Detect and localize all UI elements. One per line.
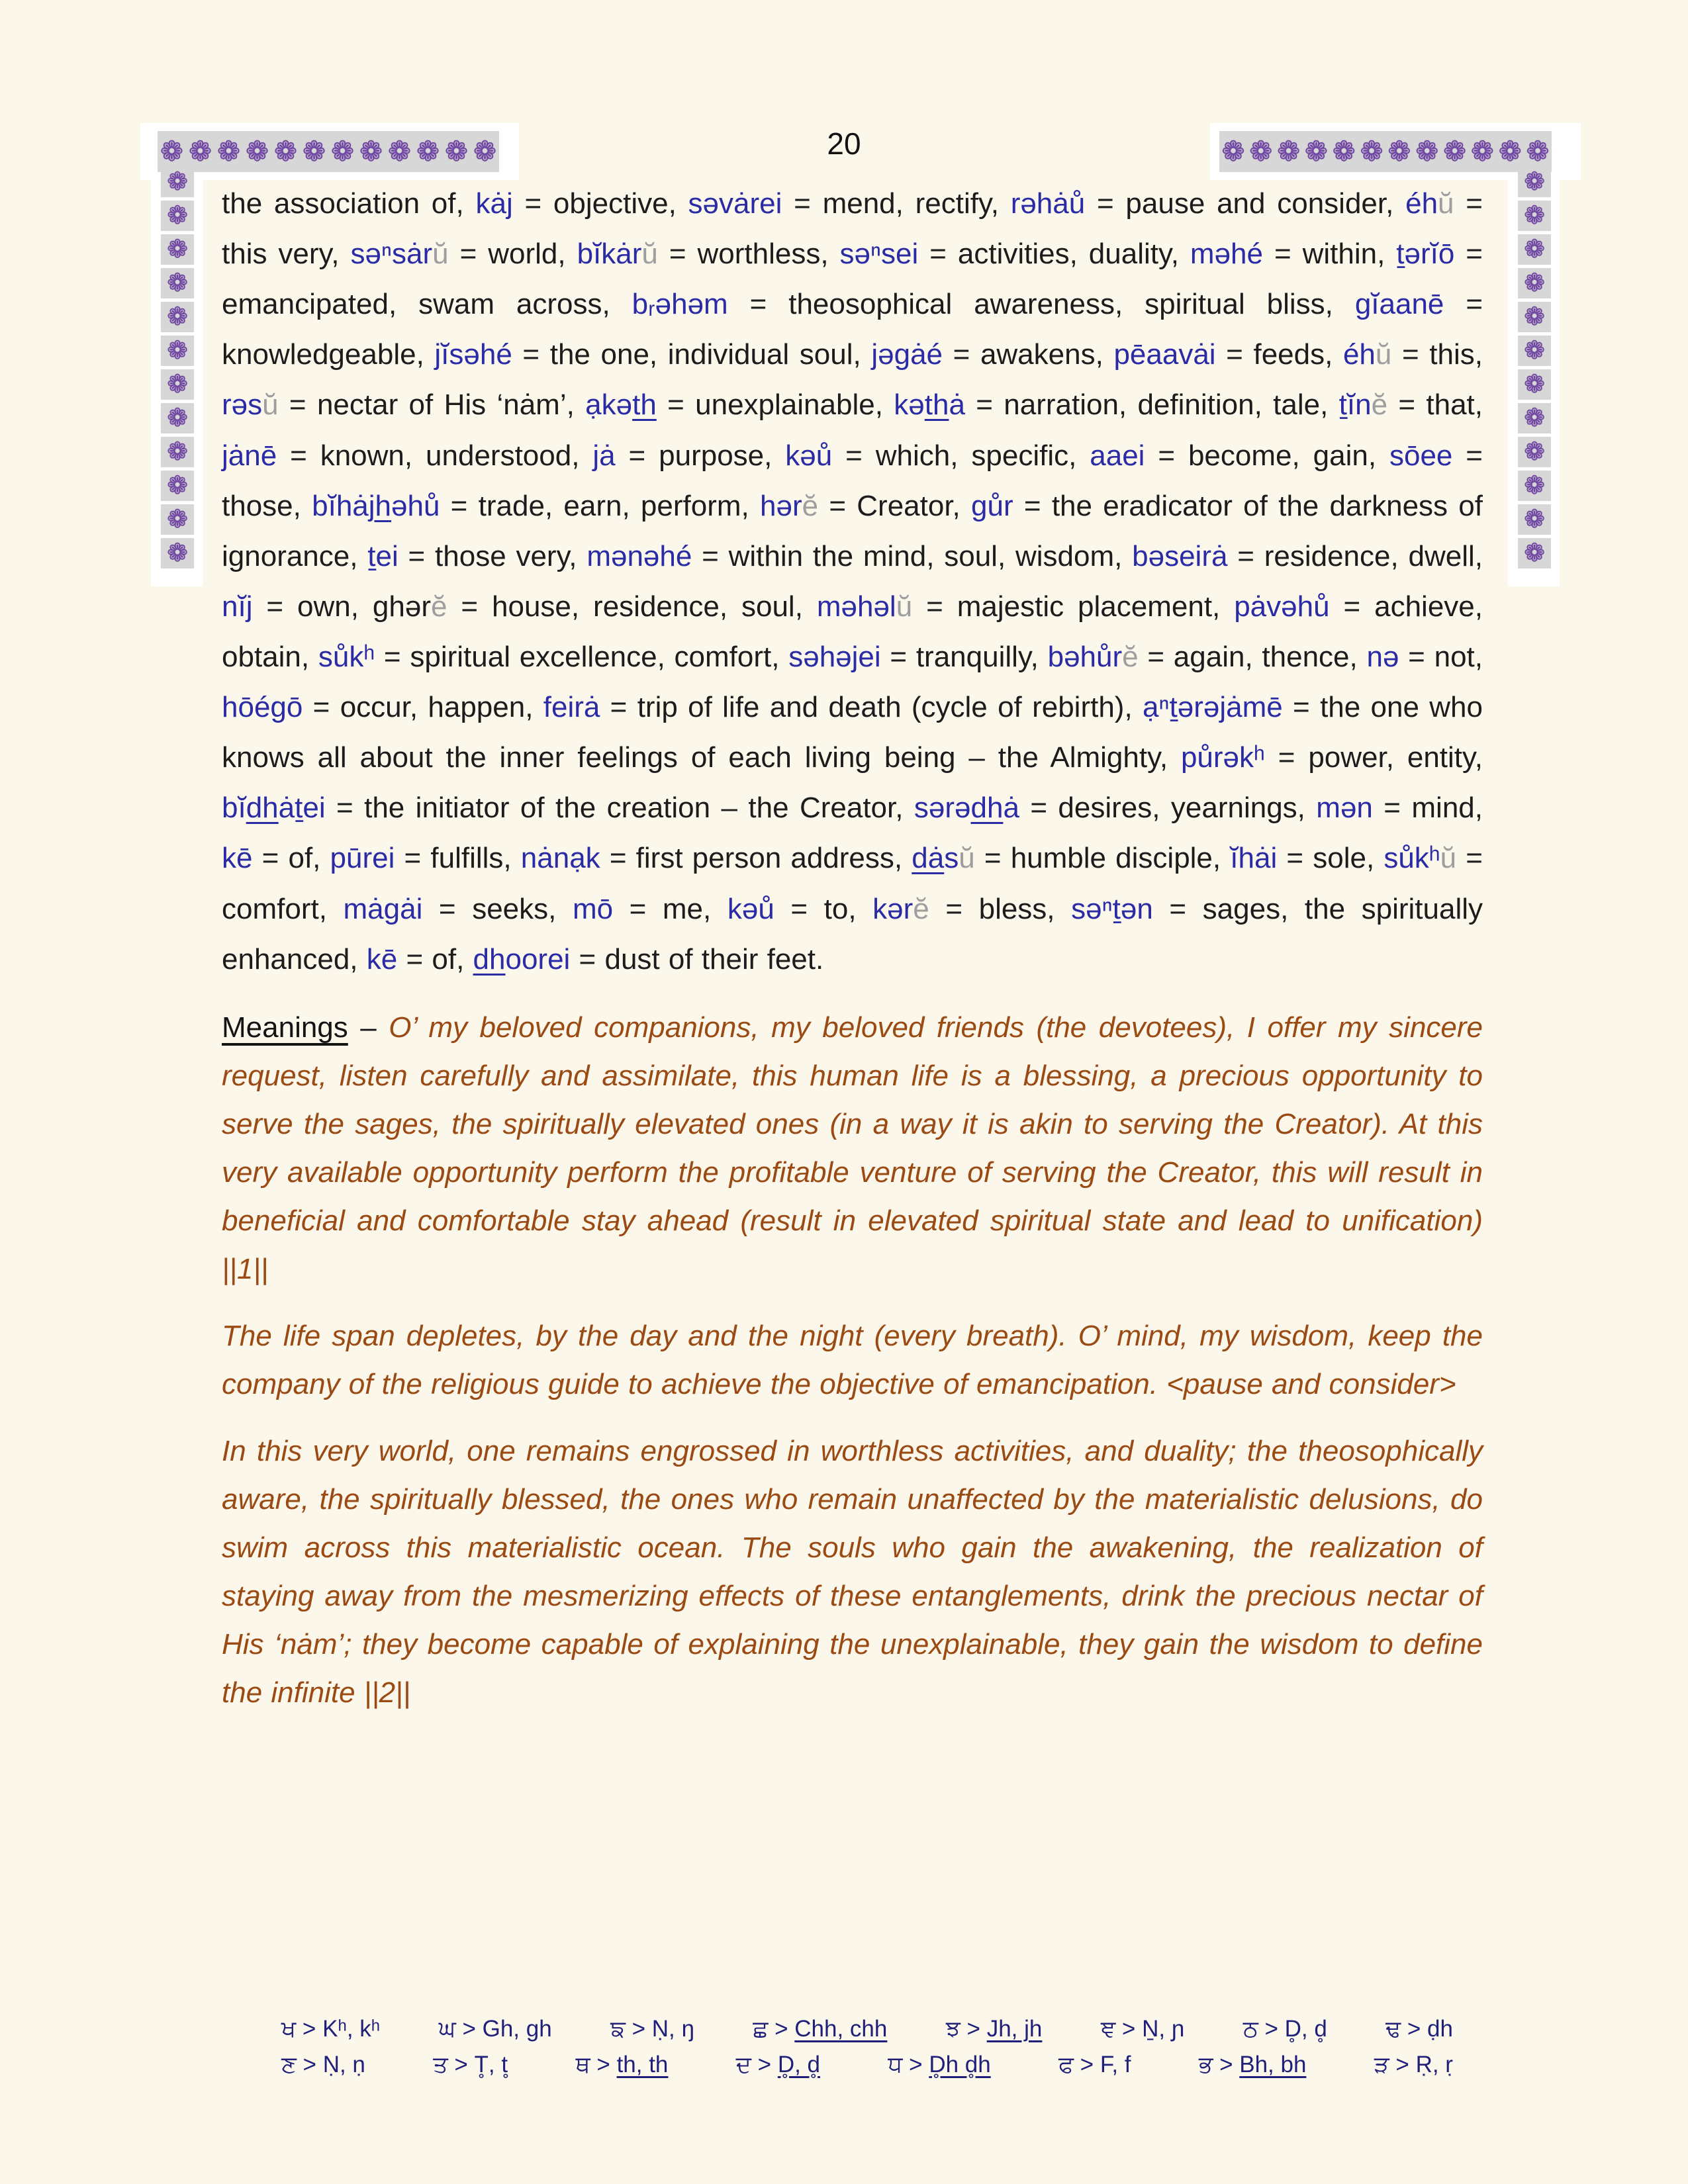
glossary-meaning-text: = fulfills, <box>395 842 521 875</box>
gurmukhi-letter: ਙ <box>610 2016 626 2042</box>
glossary-term: ŭ <box>896 590 913 623</box>
flower-cell <box>1518 369 1551 400</box>
flower-icon: ❁ <box>1498 136 1522 167</box>
glossary-term: feirȧ <box>543 691 600 724</box>
glossary-meaning-text: = tranquilly, <box>880 640 1048 673</box>
glossary-term: ạⁿṯərəjȧmē <box>1143 691 1283 724</box>
guide-item <box>753 2016 887 2042</box>
glossary-meaning-text: = of, <box>397 942 473 976</box>
glossary-meaning-text: = become, gain, <box>1145 439 1389 472</box>
flower-icon: ❁ <box>1524 438 1545 466</box>
glossary-term: məhəl <box>816 590 896 623</box>
latin-transliteration: Gh, gh <box>482 2016 552 2042</box>
glossary-meaning-text: = theosophical awareness, spiritual bliss, <box>727 288 1355 321</box>
guide-arrow: > <box>455 2016 483 2042</box>
glossary-meaning-text: = residence, dwell, <box>1227 539 1483 572</box>
meaning-text-3: In this very world, one remains engrossed in worthless activities, and duality; the theosophically aware, the spiritually blessed, the ones who remain unaffected by the materialistic delusions, do swim across this materialistic ocean. The souls who gain the awakening, the realization of staying away from the mesmerizing effects of these entanglements, drink the precious nectar of His ‘nȧm’; they become capable of explaining the unexplainable, they gain the wisdom to define the infinite ||2|| <box>222 1435 1483 1709</box>
glossary-meaning-text: ghər <box>372 590 431 623</box>
glossary-term: ŭ <box>1375 338 1392 371</box>
meanings-heading: Meanings <box>222 1011 348 1044</box>
meanings-paragraph-3 <box>222 1427 1483 1717</box>
guide-item <box>736 2052 820 2078</box>
flower-cell <box>1518 167 1551 197</box>
page-content <box>222 179 1483 1717</box>
flower-cell <box>161 234 194 265</box>
glossary-term: kəů <box>727 892 774 925</box>
flower-icon: ❁ <box>167 371 188 398</box>
glossary-meaning-text: = those, <box>222 439 1483 522</box>
flower-cell <box>1518 403 1551 433</box>
glossary-term: ĕ <box>1122 640 1139 673</box>
glossary-meaning-text: = majestic placement, <box>912 590 1235 623</box>
flower-cell <box>1518 336 1551 366</box>
word-glossary-paragraph <box>222 179 1483 985</box>
glossary-meaning-text: = which, specific, <box>832 439 1090 472</box>
glossary-meaning-text: = awakens, <box>943 338 1114 371</box>
flower-cell <box>161 201 194 231</box>
glossary-term: jȧ <box>592 439 616 472</box>
glossary-term: kē <box>366 942 398 976</box>
glossary-meaning-text: = knowledgeable, <box>222 288 1483 371</box>
glossary-term: th <box>924 388 949 422</box>
glossary-meaning-text: = Creator, <box>818 489 972 522</box>
glossary-term: sůkʰ <box>1383 842 1440 875</box>
glossary-term: ĕ <box>802 489 819 522</box>
flower-icon: ❁ <box>167 472 188 500</box>
guide-row <box>281 2016 1453 2042</box>
glossary-term: ŭ <box>1440 842 1457 875</box>
latin-transliteration: Ṇ, ŋ <box>651 2016 694 2042</box>
glossary-term: kə <box>894 388 925 422</box>
flower-icon: ❁ <box>167 506 188 533</box>
pronunciation-guide <box>281 2016 1453 2078</box>
glossary-term: kəů <box>785 439 833 472</box>
latin-transliteration: Jh, jh <box>986 2016 1043 2042</box>
guide-arrow: > <box>296 2052 323 2077</box>
flower-icon: ❁ <box>416 136 440 167</box>
flower-icon: ❁ <box>167 202 188 230</box>
glossary-term: hōégō <box>222 691 303 724</box>
flower-cell <box>161 437 194 467</box>
guide-arrow: > <box>1115 2016 1143 2042</box>
flower-icon: ❁ <box>1415 136 1439 167</box>
meanings-separator: – <box>348 1011 389 1044</box>
glossary-term: ŭ <box>959 842 975 875</box>
glossary-term: səⁿsei <box>839 238 919 271</box>
flower-icon: ❁ <box>160 136 184 167</box>
flower-icon: ❁ <box>1332 136 1356 167</box>
flower-icon: ❁ <box>167 303 188 331</box>
glossary-meaning-text: = objective, <box>512 187 688 220</box>
glossary-term: gĭaanē <box>1354 288 1444 321</box>
glossary-term: aaei <box>1090 439 1145 472</box>
guide-arrow: > <box>296 2016 323 2042</box>
latin-transliteration: D̥, d̥ <box>1284 2016 1327 2042</box>
flower-icon: ❁ <box>1524 539 1545 567</box>
guide-item <box>575 2052 668 2078</box>
gurmukhi-letter: ਧ <box>888 2052 903 2077</box>
flower-cell <box>1518 268 1551 298</box>
glossary-term: jĭsəhé <box>434 338 512 371</box>
floral-border-right-column <box>1517 167 1552 569</box>
glossary-meaning-text: = occur, happen, <box>303 691 543 724</box>
glossary-meaning-text: = emancipated, swam across, <box>222 238 1483 321</box>
guide-arrow: > <box>751 2052 778 2077</box>
flower-cell <box>161 538 194 569</box>
glossary-term: bĭkȧr <box>577 238 642 271</box>
gurmukhi-letter: ਖ <box>281 2016 297 2042</box>
guide-arrow: > <box>590 2052 617 2077</box>
glossary-meaning-text: = of, <box>252 842 330 875</box>
flower-icon: ❁ <box>1524 506 1545 533</box>
latin-transliteration: D̥h d̥h <box>929 2052 991 2077</box>
gurmukhi-letter: ਛ <box>753 2016 769 2042</box>
flower-icon: ❁ <box>330 136 355 167</box>
glossary-meaning-text: = the eradicator of the darkness of ignorance, <box>222 489 1483 572</box>
glossary-meaning-text: = achieve, obtain, <box>222 590 1483 673</box>
glossary-meaning-text: = desires, yearnings, <box>1019 792 1317 825</box>
flower-icon: ❁ <box>188 136 212 167</box>
glossary-term: éh <box>1405 187 1438 220</box>
glossary-term: kər <box>872 892 914 925</box>
glossary-meaning-text: = worthless, <box>657 238 840 271</box>
glossary-term: səⁿṯən <box>1071 892 1153 925</box>
flower-icon: ❁ <box>1524 371 1545 398</box>
flower-icon: ❁ <box>167 236 188 263</box>
guide-item <box>281 2052 365 2078</box>
glossary-term: ŭ <box>1438 187 1454 220</box>
glossary-term: ŭ <box>641 238 658 271</box>
flower-cell <box>161 336 194 366</box>
flower-icon: ❁ <box>1524 472 1545 500</box>
flower-icon: ❁ <box>273 136 298 167</box>
glossary-term: ṯĭn <box>1338 388 1372 422</box>
flower-icon: ❁ <box>1276 136 1301 167</box>
gurmukhi-letter: ਭ <box>1198 2052 1213 2077</box>
glossary-meaning-text: = mind, <box>1372 792 1483 825</box>
glossary-meaning-text: = activities, duality, <box>918 238 1190 271</box>
glossary-meaning-text: = me, <box>613 892 727 925</box>
glossary-term: dȧ <box>912 842 945 875</box>
glossary-meaning-text: = unexplainable, <box>656 388 894 422</box>
flower-icon: ❁ <box>1442 136 1467 167</box>
guide-arrow: > <box>1401 2016 1428 2042</box>
glossary-term: ĭhȧi <box>1230 842 1278 875</box>
guide-item <box>281 2016 380 2042</box>
glossary-term: dh <box>473 942 506 976</box>
flower-icon: ❁ <box>387 136 412 167</box>
glossary-term: mō <box>572 892 614 925</box>
flower-icon: ❁ <box>1387 136 1411 167</box>
guide-arrow: > <box>1258 2016 1285 2042</box>
glossary-meaning-text: = sages, the spiritually enhanced, <box>222 892 1483 976</box>
guide-item <box>1243 2016 1327 2042</box>
flower-cell <box>161 302 194 332</box>
glossary-meaning-text: = nectar of His ‘nȧm’, <box>278 388 586 422</box>
latin-transliteration: Ṉ, ɲ <box>1142 2016 1185 2042</box>
gurmukhi-letter: ਠ <box>1243 2016 1258 2042</box>
page-number: 20 <box>827 126 861 161</box>
guide-row <box>281 2052 1453 2078</box>
gurmukhi-letter: ਘ <box>438 2016 456 2042</box>
glossary-term: məhé <box>1190 238 1263 271</box>
flower-icon: ❁ <box>473 136 497 167</box>
flower-icon: ❁ <box>167 337 188 365</box>
glossary-meaning-text: = first person address, <box>600 842 912 875</box>
glossary-meaning-text: = this very, <box>222 187 1483 271</box>
latin-transliteration: F, f <box>1100 2052 1131 2077</box>
glossary-term: půrəkʰ <box>1180 741 1265 774</box>
gurmukhi-letter: ਢ <box>1385 2016 1401 2042</box>
flower-cell <box>161 403 194 433</box>
glossary-meaning-text: = the one, individual soul, <box>512 338 872 371</box>
glossary-meaning-text: = pause and consider, <box>1085 187 1406 220</box>
glossary-meaning-text: = house, residence, soul, <box>447 590 817 623</box>
glossary-term: pēaavȧi <box>1113 338 1216 371</box>
glossary-term: oorei <box>505 942 571 976</box>
flower-cell <box>1518 201 1551 231</box>
guide-arrow: > <box>902 2052 929 2077</box>
glossary-term: bəseirȧ <box>1132 539 1228 572</box>
flower-icon: ❁ <box>359 136 383 167</box>
glossary-term: pūrei <box>330 842 395 875</box>
glossary-meaning-text: = that, <box>1387 388 1483 422</box>
glossary-term: ȧ <box>949 388 965 422</box>
glossary-term: s <box>944 842 959 875</box>
guide-item <box>1199 2052 1307 2078</box>
gurmukhi-letter: ਞ <box>1100 2016 1116 2042</box>
glossary-term: səⁿsȧr <box>350 238 433 271</box>
glossary-meaning-text: = own, <box>252 590 373 623</box>
latin-transliteration: th, th <box>616 2052 669 2077</box>
flower-icon: ❁ <box>302 136 326 167</box>
flower-icon: ❁ <box>167 269 188 297</box>
flower-cell <box>1518 471 1551 501</box>
glossary-meaning-text: = this, <box>1391 338 1483 371</box>
glossary-term: bĭhȧ <box>312 489 369 522</box>
glossary-meaning-text: the association of, <box>222 187 476 220</box>
meaning-text-2: The life span depletes, by the day and the night (every breath). O’ mind, my wisdom, keep the company of the religious guide to achieve the objective of emancipation. <pause and consider> <box>222 1319 1483 1400</box>
glossary-term: əhů <box>391 489 440 522</box>
glossary-term: sərə <box>914 792 971 825</box>
flower-cell <box>1518 234 1551 265</box>
glossary-term: ĕ <box>1371 388 1388 422</box>
glossary-meaning-text: = trade, earn, perform, <box>440 489 760 522</box>
glossary-term: dh <box>970 792 1004 825</box>
glossary-term: hər <box>760 489 802 522</box>
glossary-term: kē <box>222 842 253 875</box>
guide-arrow: > <box>1073 2052 1100 2077</box>
glossary-term: ŭ <box>432 238 449 271</box>
latin-transliteration: Kʰ, kʰ <box>322 2016 381 2042</box>
flower-cell <box>161 504 194 535</box>
glossary-meaning-text: = the initiator of the creation – the Creator, <box>325 792 914 825</box>
flower-icon: ❁ <box>1524 303 1545 331</box>
glossary-term: ạkə <box>585 388 633 422</box>
glossary-term: pȧvəhů <box>1234 590 1330 623</box>
flower-icon: ❁ <box>216 136 241 167</box>
glossary-meaning-text: = those very, <box>398 539 587 572</box>
guide-item <box>1101 2016 1184 2042</box>
glossary-meaning-text: = spiritual excellence, comfort, <box>375 640 789 673</box>
flower-cell <box>161 167 194 197</box>
glossary-term: jh <box>368 489 392 522</box>
guide-item <box>1058 2052 1131 2078</box>
gurmukhi-letter: ਤ <box>433 2052 448 2077</box>
floral-border-left-column <box>160 167 195 569</box>
glossary-meaning-text: = sole, <box>1277 842 1384 875</box>
flower-cell <box>161 369 194 400</box>
glossary-term: mȧgȧi <box>343 892 423 925</box>
glossary-meaning-text: = humble disciple, <box>974 842 1231 875</box>
glossary-term: mənəhé <box>586 539 692 572</box>
glossary-meaning-text: = known, understood, <box>277 439 593 472</box>
guide-item <box>439 2016 552 2042</box>
flower-icon: ❁ <box>1304 136 1328 167</box>
flower-icon: ❁ <box>1470 136 1494 167</box>
glossary-term: səvȧrei <box>688 187 782 220</box>
latin-transliteration: D̥, d̥ <box>777 2052 821 2077</box>
flower-icon: ❁ <box>1249 136 1273 167</box>
flower-cell <box>1518 504 1551 535</box>
glossary-term: mən <box>1316 792 1373 825</box>
glossary-meaning-text: = world, <box>448 238 577 271</box>
glossary-meaning-text: = purpose, <box>615 439 786 472</box>
guide-item <box>1374 2052 1453 2078</box>
flower-icon: ❁ <box>1524 404 1545 432</box>
guide-item <box>946 2016 1043 2042</box>
flower-cell <box>1518 437 1551 467</box>
glossary-term: ṯei <box>367 539 399 572</box>
glossary-meaning-text: = mend, rectify, <box>782 187 1011 220</box>
flower-cell <box>161 268 194 298</box>
guide-arrow: > <box>768 2016 795 2042</box>
glossary-term: nȧnạk <box>520 842 600 875</box>
glossary-term: éh <box>1342 338 1376 371</box>
glossary-term: bĭ <box>222 792 246 825</box>
glossary-term: ȧṯei <box>278 792 326 825</box>
glossary-term: bəhůr <box>1047 640 1123 673</box>
gurmukhi-letter: ਝ <box>945 2016 961 2042</box>
guide-item <box>888 2052 990 2078</box>
guide-item <box>433 2052 508 2078</box>
gurmukhi-letter: ਣ <box>281 2052 297 2077</box>
flower-icon: ❁ <box>167 539 188 567</box>
flower-cell <box>1518 538 1551 569</box>
glossary-meaning-text: = to, <box>774 892 873 925</box>
guide-arrow: > <box>1389 2052 1416 2077</box>
guide-item <box>1385 2016 1453 2042</box>
glossary-term: th <box>632 388 657 422</box>
glossary-term: ṯərĭō <box>1396 238 1455 271</box>
latin-transliteration: Ṛ, ṛ <box>1415 2052 1453 2077</box>
gurmukhi-letter: ਫ <box>1058 2052 1074 2077</box>
guide-arrow: > <box>960 2016 987 2042</box>
glossary-meaning-text: = within the mind, soul, wisdom, <box>692 539 1133 572</box>
glossary-term: jȧnē <box>222 439 277 472</box>
latin-transliteration: Ṇ, ṇ <box>322 2052 365 2077</box>
glossary-term: nə <box>1366 640 1399 673</box>
glossary-meaning-text: = comfort, <box>222 842 1483 925</box>
guide-arrow: > <box>447 2052 475 2077</box>
glossary-term: sōee <box>1389 439 1453 472</box>
glossary-term: dh <box>246 792 279 825</box>
meaning-text-1: O’ my beloved companions, my beloved friends (the devotees), I offer my sincere request, listen carefully and assimilate, this human life is a blessing, a precious opportunity to serve the sages, the spiritually elevated ones (in a way it is akin to serving the Creator). At this very available opportunity perform the profitable venture of serving the Creator, this will result in beneficial and comfortable stay ahead (result in elevated spiritual state and lead to unification) ||1|| <box>222 1011 1483 1285</box>
flower-icon: ❁ <box>1526 136 1550 167</box>
glossary-meaning-text: = not, <box>1399 640 1483 673</box>
glossary-term: bᵣəhəm <box>632 288 728 321</box>
flower-cell <box>161 471 194 501</box>
flower-icon: ❁ <box>167 404 188 432</box>
flower-icon: ❁ <box>1221 136 1245 167</box>
glossary-term: ĕ <box>913 892 929 925</box>
latin-transliteration: Bh, bh <box>1239 2052 1307 2077</box>
glossary-term: səhəjei <box>788 640 881 673</box>
flower-icon: ❁ <box>1524 269 1545 297</box>
glossary-meaning-text: = dust of their feet. <box>570 942 824 976</box>
flower-icon: ❁ <box>245 136 269 167</box>
flower-icon: ❁ <box>1524 168 1545 196</box>
glossary-term: gůr <box>971 489 1013 522</box>
flower-cell <box>1518 302 1551 332</box>
glossary-term: rəhȧů <box>1010 187 1086 220</box>
guide-arrow: > <box>625 2016 652 2042</box>
glossary-meaning-text: = the one who knows all about the inner feelings of each living being – the Almighty, <box>222 691 1483 774</box>
flower-icon: ❁ <box>1524 236 1545 263</box>
glossary-term: kȧj <box>475 187 513 220</box>
flower-icon: ❁ <box>1360 136 1383 167</box>
glossary-meaning-text: = power, entity, <box>1264 741 1483 774</box>
glossary-meaning-text: = trip of life and death (cycle of rebirth), <box>600 691 1143 724</box>
meanings-paragraph-1 <box>222 1003 1483 1293</box>
flower-icon: ❁ <box>1524 337 1545 365</box>
glossary-term: sůkʰ <box>318 640 375 673</box>
latin-transliteration: Chh, chh <box>794 2016 888 2042</box>
glossary-term: jəgȧé <box>871 338 943 371</box>
glossary-term: ŭ <box>262 388 279 422</box>
flower-icon: ❁ <box>444 136 469 167</box>
glossary-meaning-text: = within, <box>1263 238 1397 271</box>
flower-icon: ❁ <box>1524 202 1545 230</box>
gurmukhi-letter: ੜ <box>1374 2052 1389 2077</box>
flower-icon: ❁ <box>167 168 188 196</box>
glossary-term: ȧ <box>1003 792 1019 825</box>
guide-arrow: > <box>1213 2052 1240 2077</box>
gurmukhi-letter: ਥ <box>575 2052 590 2077</box>
gurmukhi-letter: ਦ <box>735 2052 751 2077</box>
glossary-meaning-text: = narration, definition, tale, <box>964 388 1339 422</box>
glossary-term: rəs <box>222 388 263 422</box>
glossary-term: ĕ <box>430 590 447 623</box>
glossary-meaning-text: = again, thence, <box>1138 640 1367 673</box>
glossary-meaning-text: = feeds, <box>1215 338 1343 371</box>
flower-icon: ❁ <box>167 438 188 466</box>
latin-transliteration: T̥, t̥ <box>474 2052 508 2077</box>
latin-transliteration: ḍh <box>1427 2016 1453 2042</box>
guide-item <box>610 2016 694 2042</box>
glossary-meaning-text: = bless, <box>929 892 1072 925</box>
glossary-meaning-text: = seeks, <box>422 892 573 925</box>
meanings-paragraph-2 <box>222 1312 1483 1408</box>
glossary-term: nĭj <box>222 590 253 623</box>
